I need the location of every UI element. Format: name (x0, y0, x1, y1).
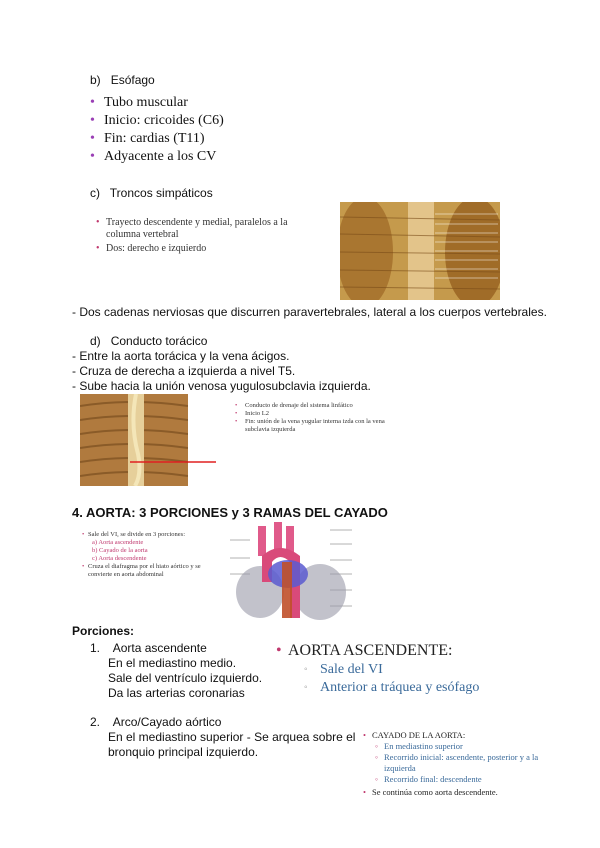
aorta-slide-last: Cruza el diafragma por el hiato aórtico y se convierte en aorta abdominal (88, 563, 201, 578)
cayado-slide-sub: Recorrido inicial: ascendente, posterior y a la izquierda (384, 752, 539, 773)
troncos-note: - Dos cadenas nerviosas que discurren paravertebrales, lateral a los cuerpos vertebrales. (72, 305, 547, 319)
conducto-anatomy-image (80, 394, 188, 486)
asc-slide-sub: Anterior a tráquea y esófago (320, 680, 480, 695)
cayado-slide-sub: Recorrido final: descendente (384, 774, 482, 784)
troncos-anatomy-image (340, 202, 500, 300)
porcion-1-title: Aorta ascendente (112, 641, 207, 655)
aorta-diagram-illustration (230, 522, 352, 622)
aorta-ascendente-slide: • AORTA ASCENDENTE: ◦ Sale del VI ◦ Anterior a tráquea y esófago (276, 642, 480, 695)
troncos-heading-text: Troncos simpáticos (109, 186, 213, 200)
aorta-slide-item: b) Cayado de la aorta (92, 547, 148, 554)
asc-slide-sub: Sale del VI (320, 662, 383, 677)
esofago-bullet: • Adyacente a los CV (104, 148, 224, 166)
conducto-heading (90, 334, 207, 349)
cayado-slide-sub: En mediastino superior (384, 741, 463, 751)
esofago-bullet: • Fin: cardias (T11) (104, 130, 224, 148)
porcion-1-heading (90, 641, 207, 656)
troncos-anatomy-illustration (340, 202, 500, 300)
conducto-slide-bullet: • Fin: unión de la vena yugular interna izda con la vena subclavia izquierda (245, 418, 395, 434)
aorta-slide-item: c) Aorta descendente (92, 555, 147, 562)
troncos-slide-bullets (106, 217, 306, 255)
esofago-bullet: • Inicio: cricoides (C6) (104, 112, 224, 130)
conducto-line: - Entre la aorta torácica y la vena ácigos. (72, 349, 290, 363)
cayado-slide-title: CAYADO DE LA AORTA: (372, 730, 466, 740)
asc-slide-title: AORTA ASCENDENTE: (288, 642, 453, 659)
esofago-heading-marker: b) (90, 73, 101, 87)
porcion-2-line: bronquio principal izquierdo. (108, 745, 259, 759)
aorta-heading: 4. AORTA: 3 PORCIONES y 3 RAMAS DEL CAYADO (72, 505, 388, 520)
conducto-heading-text: Conducto torácico (110, 334, 208, 348)
aorta-slide-item: a) Aorta ascendente (92, 539, 144, 546)
esofago-heading (90, 73, 155, 88)
conducto-red-arrow (130, 458, 220, 466)
troncos-heading (90, 186, 213, 201)
conducto-line: - Sube hacia la unión venosa yugulosubclavia izquierda. (72, 379, 371, 393)
cayado-slide-last: Se continúa como aorta descendente. (372, 787, 498, 797)
porcion-1-line: Da las arterias coronarias (108, 686, 245, 700)
aorta-slide-intro: Sale del VI, se divide en 3 porciones: (88, 531, 185, 538)
troncos-bullet: • Dos: derecho e izquierdo (106, 243, 306, 255)
esofago-bullet: • Tubo muscular (104, 94, 224, 112)
porciones-title: Porciones: (72, 624, 135, 638)
conducto-line: - Cruza de derecha a izquierda a nivel T5. (72, 364, 296, 378)
troncos-heading-marker: c) (90, 186, 100, 200)
porcion-2-marker: 2. (90, 715, 101, 729)
conducto-slide-bullets (245, 402, 395, 434)
porcion-1-marker: 1. (90, 641, 101, 655)
conducto-anatomy-illustration (80, 394, 188, 486)
porcion-1-line: En el mediastino medio. (108, 656, 237, 670)
porcion-2-heading (90, 715, 221, 730)
conducto-slide-bullet: • Conducto de drenaje del sistema linfático (245, 402, 395, 410)
porcion-2-title: Arco/Cayado aórtico (112, 715, 222, 729)
cayado-slide: • CAYADO DE LA AORTA: ◦ En mediastino superior ◦ Recorrido inicial: ascendente, posterior y a la izquierda ◦ Recorrido final: descendente • Se continúa como aorta descendente. (363, 730, 539, 797)
troncos-bullet: • Trayecto descendente y medial, paralelos a la columna vertebral (106, 217, 306, 241)
esofago-heading-text: Esófago (110, 73, 155, 87)
conducto-heading-marker: d) (90, 334, 101, 348)
conducto-slide-bullet: • Inicio L2 (245, 410, 395, 418)
esofago-bullets (104, 94, 224, 166)
porcion-2-line: En el mediastino superior - Se arquea sobre el (108, 730, 356, 744)
aorta-slide-summary: • Sale del VI, se divide en 3 porciones: a) Aorta ascendente b) Cayado de la aorta c) Aorta descendente • Cruza el diafragma por el hiato aórtico y se convierte en aorta abdominal (82, 531, 222, 579)
aorta-diagram-image (230, 522, 352, 622)
porcion-1-line: Sale del ventrículo izquierdo. (108, 671, 263, 685)
